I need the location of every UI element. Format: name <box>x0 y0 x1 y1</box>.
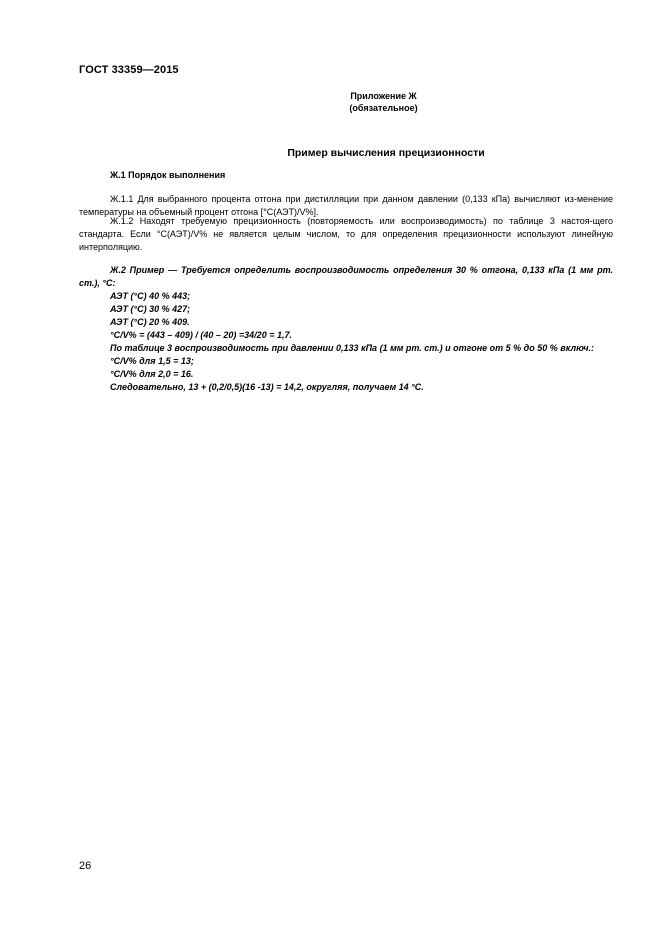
document-title <box>79 147 613 159</box>
document-title-text: Пример вычисления прецизионности <box>287 147 485 159</box>
section-1-heading: Ж.1 Порядок выполнения <box>110 170 226 180</box>
example-table-note: По таблице 3 воспроизводимость при давлении 0,133 кПа (1 мм рт. ст.) и отгоне от 5 % до 50 % включ.: <box>110 343 595 353</box>
annex-heading <box>79 90 613 114</box>
paragraph-2-block <box>79 215 613 254</box>
example-line: °С/V% = (443 – 409) / (40 – 20) =34/20 = 1,7. <box>110 330 292 340</box>
example-value: °С/V% для 1,5 = 13; <box>110 356 194 366</box>
example-intro: Ж.2 Пример — Требуется определить воспроизводимость определения 30 % отгона, 0,133 кПа (1 мм рт. ст.), °С: <box>79 265 613 288</box>
example-line: АЭТ (°С) 30 % 427; <box>110 304 191 314</box>
annex-title: Приложение Ж <box>350 91 417 101</box>
annex-status: (обязательное) <box>349 103 418 113</box>
example-line: АЭТ (°С) 40 % 443; <box>110 291 191 301</box>
standard-code: ГОСТ 33359—2015 <box>79 64 179 76</box>
example-section <box>79 264 613 394</box>
example-value: °С/V% для 2,0 = 16. <box>110 369 194 379</box>
paragraph-1: Ж.1.1 Для выбранного процента отгона при дистилляции при данном давлении (0,133 кПа) вычисляют из-менение температуры на объемный процент отгона [°С(АЭТ)/V%]. <box>79 194 613 217</box>
example-line: АЭТ (°С) 20 % 409. <box>110 317 190 327</box>
page-number: 26 <box>79 860 92 872</box>
paragraph-2: Ж.1.2 Находят требуемую прецизионность (повторяемость или воспроизводимость) по таблице 3 настоя-щего стандарта. Если °С(АЭТ)/V% не является целым числом, то для определения прецизионности используют линейную интерполяцию. <box>79 216 613 252</box>
example-conclusion: Следовательно, 13 + (0,2/0,5)(16 -13) = 14,2, округляя, получаем 14 °С. <box>110 382 424 392</box>
